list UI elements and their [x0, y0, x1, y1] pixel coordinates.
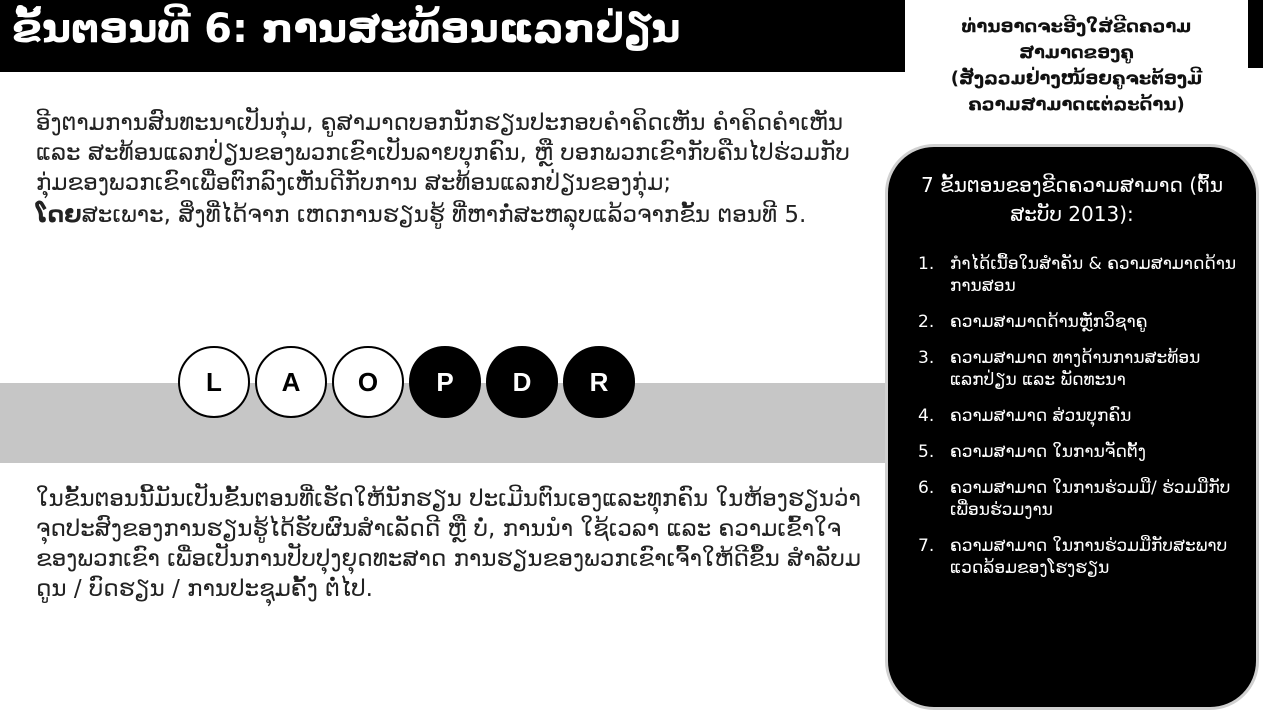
intro-text: ອີງຕາມການສົນທະນາເປັນກຸ່ມ, ຄູສາມາດບອກນັກຮຽນປະກອບຄໍາຄິດເຫັນ ຄໍາຄິດຄໍາເຫັນ ແລະ ສະທ້ອນແລກປ່ຽນຂອງພວກເຂົາເປັນລາຍບຸກຄົນ, ຫຼື ບອກພວກເຂົາກັບຄືນໄປຮ່ວມກັບກຸ່ມຂອງພວກເຂົາເພື່ອຕົກລົງເຫັນດີກັບການ ສະທ້ອນແລກປ່ຽນຂອງກຸ່ມ;: [36, 110, 850, 196]
step-circle-p: [409, 346, 481, 418]
step-letter: D: [512, 366, 532, 397]
specific-text: [36, 200, 866, 230]
step-circle-a: [255, 346, 327, 418]
item-number: 1.: [918, 254, 935, 274]
competency-item: [918, 405, 1238, 427]
competency-note: [905, 14, 1248, 144]
step-letter: A: [281, 366, 301, 397]
step-letter: O: [357, 366, 379, 397]
competency-item: [918, 477, 1238, 521]
specific-emphasis: ໂດຍ: [36, 202, 82, 228]
step-letter: L: [206, 366, 222, 397]
step-letter: P: [436, 366, 454, 397]
step-circle-d: [486, 346, 558, 418]
step-letter: R: [589, 366, 609, 397]
note-line-4: ຄວາມສາມາດແຕ່ລະດ້ານ): [968, 94, 1185, 115]
competency-item: [918, 441, 1238, 463]
item-text: ຄວາມສາມາດ ໃນການຈັດຕັ້ງ: [950, 442, 1146, 462]
competency-item: [918, 253, 1238, 297]
item-text: ກໍາໄດ້ເນື້ອໃນສໍາຄັນ & ຄວາມສາມາດດ້ານການສອນ: [950, 254, 1237, 296]
sidebar-heading: 7 ຂັ້ນຕອນຂອງຂີດຄວາມສາມາດ (ຕົ້ນສະບັບ 2013):: [920, 173, 1224, 226]
step-circle-l: [178, 346, 250, 418]
item-text: ຄວາມສາມາດ ທາງດ້ານການສະທ້ອນແລກປ່ຽນ ແລະ ພັດທະນາ: [950, 348, 1201, 390]
note-line-1: ທ່ານອາດຈະອີງໃສ່ຂີດຄວາມ: [961, 16, 1192, 37]
competency-sidebar: [888, 147, 1256, 707]
item-text: ຄວາມສາມາດ ໃນການຮ່ວມມື/ ຮ່ວມມືກັບເພື່ອນຮ່ວມງານ: [950, 478, 1231, 520]
item-number: 4.: [918, 406, 935, 426]
item-text: ຄວາມສາມາດ ສ່ວນບຸກຄົນ: [950, 406, 1132, 426]
note-line-2: ສາມາດຂອງຄູ: [1019, 42, 1134, 63]
item-number: 6.: [918, 478, 935, 498]
title-bar: [0, 0, 905, 72]
reflection-paragraph: ໃນຂັ້ນຕອນນີ້ມັນເປັນຂັ້ນຕອນທີ່ເຮັດໃຫ້ນັກຮຽນ ປະເມີນຕົນເອງແລະທຸກຄົນ ໃນຫ້ອງຮຽນວ່າຈຸດປະສົງຂອງການຮຽນຮູ້ໄດ້ຮັບຜົນສໍາເລັດດີ ຫຼື ບໍ່, ການນໍາ ໃຊ້ເວລາ ແລະ ຄວາມເຂົ້າໃຈຂອງພວກເຂົາ ເພື່ອເປັນການປັບປຸງຍຸດທະສາດ ການຮຽນຂອງພວກເຂົາເຈົ້າໃຫ້ດີຂຶ້ນ ສໍາລັບມດູນ / ບົດຮຽນ / ການປະຊຸມຄັ້ງ ຕໍ່ໄປ.: [36, 486, 862, 602]
header-accent: [1248, 0, 1263, 68]
step-circle-o: [332, 346, 404, 418]
competency-list: [918, 253, 1238, 593]
item-number: 2.: [918, 312, 935, 332]
competency-item: [918, 311, 1238, 333]
page-title: ຂັ້ນຕອນທີ 6: ການສະທ້ອນແລກປ່ຽນ: [12, 6, 681, 52]
competency-item: [918, 535, 1238, 579]
item-text: ຄວາມສາມາດດ້ານຫຼັກວິຊາຄູ: [950, 312, 1148, 332]
item-number: 3.: [918, 348, 935, 368]
note-line-3: (ສັງລວມຢ່າງໜ້ອຍຄູຈະຕ້ອງມີ: [950, 68, 1203, 89]
intro-paragraph: [36, 108, 866, 230]
item-number: 7.: [918, 536, 935, 556]
item-text: ຄວາມສາມາດ ໃນການຮ່ວມມືກັບສະພາບແວດລ້ອມຂອງໂຮງຮຽນ: [950, 536, 1228, 578]
competency-item: [918, 347, 1238, 391]
step-circle-r: [563, 346, 635, 418]
item-number: 5.: [918, 442, 935, 462]
specific-rest: ສະເພາະ, ສິ່ງທີ່ໄດ້ຈາກ ເຫດການຮຽນຮູ້ ທີ່ຫາກໍ່ສະຫລຸບແລ້ວຈາກຂັ້ນ ຕອນທີ 5.: [81, 202, 807, 228]
